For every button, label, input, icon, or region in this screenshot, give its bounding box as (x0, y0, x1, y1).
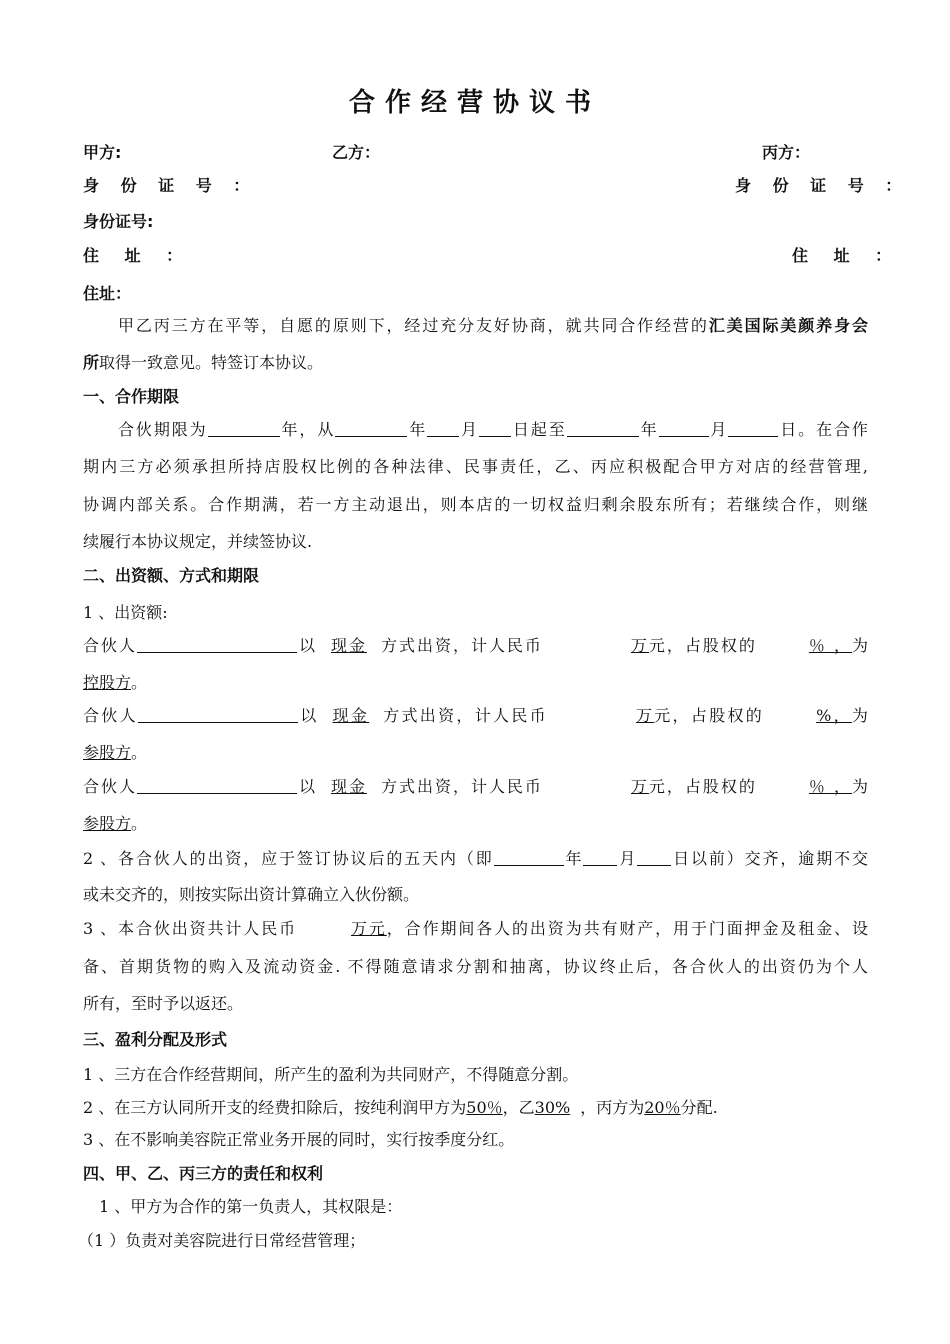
item-text: 年 (563, 849, 584, 868)
term-text: 年，从 (279, 420, 336, 439)
partner-text: 方式出资，计人民币 (383, 706, 548, 725)
partner-role-2 (83, 743, 868, 763)
partner-text: 合伙人 (83, 706, 138, 725)
partner-text: 以 (296, 636, 317, 655)
partner-role: 控股方 (83, 673, 132, 692)
partner-role-1 (83, 673, 868, 693)
id-number-label-b: 身 份 证 号 ： (735, 176, 910, 195)
party-c-label: 丙方： (762, 143, 811, 162)
term-line (83, 420, 868, 440)
capital-item-3-line-2: 备、首期货物的购入及流动资金. 不得随意请求分割和抽离，协议终止后，各合伙人的出资仍为个人 (83, 957, 868, 976)
partner-text: 元，占股权的 (648, 777, 757, 796)
section-3-heading: 三、盈利分配及形式 (83, 1030, 228, 1049)
blank-end-month[interactable] (659, 420, 709, 437)
contribution-method: 现金 (332, 706, 370, 725)
intro-line-1 (83, 316, 868, 336)
partner-text: 。 (131, 743, 148, 762)
profit-item-2 (83, 1098, 868, 1118)
item-text: 2 、各合伙人的出资，应于签订协议后的五天内（即 (83, 849, 494, 868)
term-text: 日。在合作 (778, 420, 868, 439)
partner-text: 为 (851, 636, 868, 655)
partner-text: 为 (851, 706, 868, 725)
business-name-end: 所 (83, 353, 100, 372)
partner-text: 为 (851, 777, 868, 796)
share-percent[interactable]: ％ ， (808, 777, 852, 796)
capital-item-3-line-3: 所有，至时予以返还。 (83, 994, 244, 1013)
partner-text: 元，占股权的 (654, 706, 765, 725)
blank-start-month[interactable] (427, 420, 459, 437)
partner-text: 。 (131, 814, 148, 833)
party-c-share: 20％ (644, 1098, 681, 1117)
blank-deadline-day[interactable] (637, 849, 671, 866)
document-title: 合作经营协议书 (348, 88, 601, 118)
partner-row-2 (83, 706, 868, 726)
partner-text: 以 (297, 706, 319, 725)
blank-years[interactable] (208, 420, 280, 437)
party-a-share: 50％ (466, 1098, 503, 1117)
item-text: ，合作期间各人的出资为共有财产，用于门面押金及租金、设 (386, 919, 868, 938)
blank-partner-name[interactable] (137, 777, 297, 794)
blank-end-year[interactable] (567, 420, 639, 437)
partner-role-3 (83, 814, 868, 834)
term-line-2: 期内三方必须承担所持店股权比例的各种法律、民事责任，乙、丙应积极配合甲方对店的经营管理, (83, 457, 868, 476)
id-number-label-a: 身 份 证 号 ： (83, 176, 258, 195)
business-name: 汇美国际美颜养身会 (708, 316, 868, 335)
share-percent[interactable]: ％ ， (808, 636, 852, 655)
party-b-share: 30% (534, 1098, 571, 1117)
blank-partner-name[interactable] (137, 636, 297, 653)
item-text: 3 、本合伙出资共计人民币 (83, 919, 297, 938)
profit-item-3: 3 、在不影响美容院正常业务开展的同时，实行按季度分红。 (83, 1130, 515, 1149)
term-text: 年 (407, 420, 428, 439)
partner-role: 参股方 (83, 743, 132, 762)
partner-row-3 (83, 777, 868, 797)
term-text: 年 (638, 420, 659, 439)
blank-deadline-year[interactable] (494, 849, 564, 866)
address-label-a: 住 址 ： (83, 246, 193, 265)
term-line-4: 续履行本协议规定，并续签协议. (83, 532, 313, 551)
capital-item-2-cont: 或未交齐的，则按实际出资计算确立入伙份额。 (83, 885, 420, 904)
address-label-c: 住址： (83, 284, 132, 303)
partner-text: 以 (296, 777, 317, 796)
profit-item-1: 1 、三方在合作经营期间，所产生的盈利为共同财产，不得随意分割。 (83, 1065, 579, 1084)
item-text: 分配. (680, 1098, 718, 1117)
capital-item-3 (83, 919, 868, 939)
id-number-label-c: 身份证号: (83, 212, 154, 231)
partner-row-1 (83, 636, 868, 656)
item-text: 月 (617, 849, 638, 868)
term-text: 月 (708, 420, 729, 439)
term-text: 月 (459, 420, 479, 439)
term-text: 合伙期限为 (118, 420, 208, 439)
term-text: 日起至 (510, 420, 567, 439)
contribution-method: 现金 (330, 636, 367, 655)
party-a-label: 甲方: (83, 143, 122, 162)
item-text: 2 、在三方认同所开支的经费扣除后，按纯利润甲方为 (83, 1098, 467, 1117)
blank-start-year[interactable] (335, 420, 407, 437)
partner-text: 。 (131, 673, 148, 692)
blank-deadline-month[interactable] (583, 849, 617, 866)
partner-role: 参股方 (83, 814, 132, 833)
duty-item-1: 1 、甲方为合作的第一负责人，其权限是： (99, 1197, 403, 1216)
term-line-3: 协调内部关系。合作期满，若一方主动退出，则本店的一切权益归剩余股东所有；若继续合作，则继 (83, 495, 868, 514)
total-amount-unit[interactable]: 万元 (350, 919, 387, 938)
address-label-b: 住 址 ： (792, 246, 902, 265)
duty-sub-item-1: （1 ）负责对美容院进行日常经营管理； (78, 1231, 366, 1250)
blank-partner-name[interactable] (138, 706, 298, 723)
item-text: ，乙 (502, 1098, 535, 1117)
capital-item-2 (83, 849, 868, 869)
intro-line-2 (83, 353, 868, 373)
partner-text: 合伙人 (83, 777, 137, 796)
party-b-label: 乙方： (332, 143, 381, 162)
intro-text: 甲乙丙三方在平等，自愿的原则下，经过充分友好协商，就共同合作经营的 (118, 316, 709, 335)
section-1-heading: 一、合作期限 (83, 387, 180, 406)
partner-text: 元，占股权的 (648, 636, 757, 655)
blank-start-day[interactable] (479, 420, 511, 437)
section-2-heading: 二、出资额、方式和期限 (83, 566, 260, 585)
contribution-method: 现金 (330, 777, 367, 796)
partner-text: 合伙人 (83, 636, 137, 655)
capital-item-1: 1 、出资额: (83, 603, 168, 622)
amount-unit[interactable]: 万 (635, 706, 655, 725)
partner-text: 方式出资，计人民币 (380, 777, 543, 796)
intro-text-end: 取得一致意见。特签订本协议。 (99, 353, 324, 372)
blank-end-day[interactable] (728, 420, 778, 437)
partner-text: 方式出资，计人民币 (380, 636, 543, 655)
item-text: ，丙方为 (580, 1098, 645, 1117)
amount-unit[interactable]: 万 (630, 777, 649, 796)
section-4-heading: 四、甲、乙、丙三方的责任和权利 (83, 1164, 324, 1183)
amount-unit[interactable]: 万 (630, 636, 649, 655)
share-percent[interactable]: %， (816, 706, 852, 725)
item-text: 日以前）交齐，逾期不交 (671, 849, 868, 868)
